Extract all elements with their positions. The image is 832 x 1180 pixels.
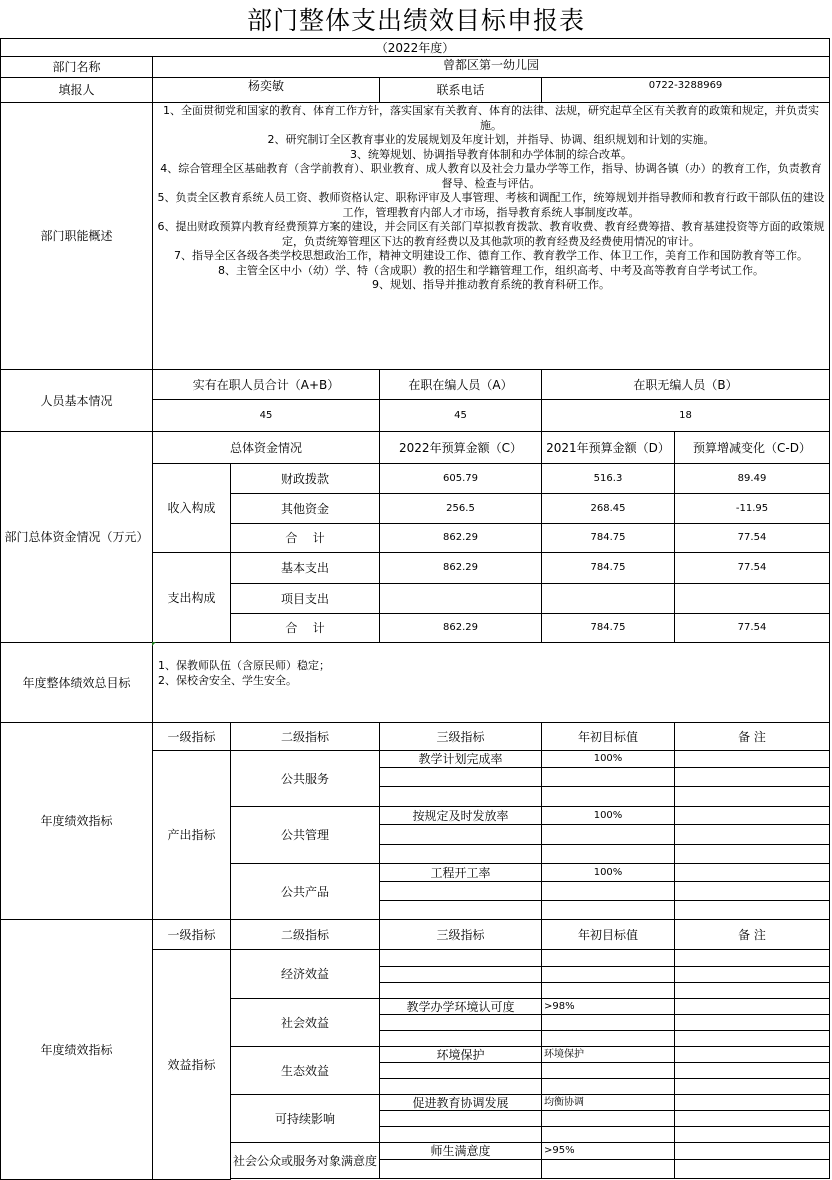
kpi-level3: 促进教育协调发展 [380,1095,542,1111]
kpi-level3 [380,787,542,807]
kpi-note [675,1047,830,1063]
kpi-level3 [380,1063,542,1079]
kpi-target: 100% [542,864,675,882]
kpi-level2: 经济效益 [231,950,380,999]
kpi-note [675,807,830,825]
kpi-note [675,825,830,845]
kpi-level2: 社会效益 [231,999,380,1047]
kpi-level3: 工程开工率 [380,864,542,882]
kpi-note [675,787,830,807]
kpi-level3: 按规定及时发放率 [380,807,542,825]
kpi-note [675,950,830,967]
kpi-level2: 公共服务 [231,751,380,807]
kpi-level3: 师生满意度 [380,1143,542,1160]
kpi-target [542,1015,675,1031]
kpi-header: 备 注 [675,723,830,751]
kpi-note [675,1015,830,1031]
duty-item: 8、主管全区中小（幼）学、特（含成职）教的招生和学籍管理工作，组织高考、中考及高等教育自学考试工作。 [218,263,764,277]
kpi-note [675,1063,830,1079]
filler-label: 填报人 [0,78,153,103]
kpi-target [542,1031,675,1047]
kpi-target [542,901,675,920]
kpi-block-label: 年度绩效指标 [0,723,153,920]
fund-change-value [675,584,830,614]
kpi-level3 [380,1160,542,1179]
kpi-target [542,768,675,787]
goal-text [153,643,830,723]
kpi-target [542,825,675,845]
dept-name-label: 部门名称 [0,57,153,78]
fund-row-name: 财政拨款 [231,464,380,494]
kpi-note [675,864,830,882]
duty-item: 1、全面贯彻党和国家的教育、体育工作方针，落实国家有关教育、体育的法律、法规，研究起草全区有关教育的政策和规定，并负责实施。 [163,104,819,132]
fund-2022-value: 256.5 [380,494,542,524]
funds-header: 总体资金情况 [153,432,380,464]
kpi-level3: 环境保护 [380,1047,542,1063]
kpi-target [542,983,675,999]
kpi-target [542,950,675,967]
kpi-target [542,845,675,864]
kpi-target [542,787,675,807]
staff-value: 45 [153,400,380,432]
kpi-note [675,1143,830,1160]
duty-item: 9、规划、指导并推动教育系统的教育科研工作。 [372,278,610,291]
report-title: 部门整体支出绩效目标申报表 [246,6,585,35]
kpi-level2: 公共管理 [231,807,380,864]
kpi-target: 100% [542,807,675,825]
kpi-level3 [380,1079,542,1095]
kpi-target: 环境保护 [542,1047,675,1063]
fund-2021-value: 268.45 [542,494,675,524]
kpi-note [675,768,830,787]
kpi-note [675,999,830,1015]
duty-item: 6、提出财政预算内教育经费预算方案的建设，并会同区有关部门草拟教育拨款、教育收费、教育经费筹措、教育基建投资等方面的政策规定，负责统筹管理区下达的教育经费以及其他款项的教育经费及经费使用情况的审计。 [157,220,825,248]
kpi-target [542,1063,675,1079]
fund-change-value: -11.95 [675,494,830,524]
kpi-header: 三级指标 [380,723,542,751]
duty-item: 5、负责全区教育系统人员工资、教师资格认定、职称评审及人事管理、考核和调配工作，统筹规划并指导教师和教育行政干部队伍的建设工作，管理教育内部人才市场，指导教育系统人事制度改革。 [157,191,825,219]
funds-header: 2022年预算金额（C） [380,432,542,464]
funds-header: 预算增减变化（C-D） [675,432,830,464]
kpi-note [675,1095,830,1111]
funds-label: 部门总体资金情况（万元） [0,432,153,643]
kpi-note [675,1111,830,1127]
duty-item: 2、研究制订全区教育事业的发展规划及年度计划，并指导、协调、组织规划和计划的实施。 [267,133,715,146]
kpi-level3 [380,1015,542,1031]
fund-2022-value: 862.29 [380,524,542,553]
kpi-target: >95% [542,1143,675,1160]
staff-header: 实有在职人员合计（A+B） [153,370,380,400]
kpi-level3 [380,1111,542,1127]
goal-label: 年度整体绩效总目标 [0,643,153,723]
phone-value: 0722-3288969 [542,78,830,103]
kpi-note [675,882,830,901]
kpi-note [675,845,830,864]
dept-name-value: 曾都区第一幼儿园 [153,57,830,78]
fund-row-name: 其他资金 [231,494,380,524]
kpi-level3 [380,901,542,920]
kpi-target [542,967,675,983]
fund-2022-value: 862.29 [380,553,542,584]
fund-change-value: 77.54 [675,524,830,553]
staff-header: 在职无编人员（B） [542,370,830,400]
fund-row-name: 合 计 [231,524,380,553]
fund-change-value: 77.54 [675,553,830,584]
kpi-target [542,1079,675,1095]
expense-label: 支出构成 [153,553,231,643]
kpi-target [542,882,675,901]
kpi-header: 二级指标 [231,723,380,751]
cell-comment-marker [152,642,156,646]
year-label: （2022年度） [0,38,830,57]
duty-item: 3、统筹规划、协调指导教育体制和办学体制的综合改革。 [350,147,632,161]
kpi-level3 [380,950,542,967]
goal-line: 2、保校舍安全、学生安全。 [158,674,297,687]
fund-change-value: 89.49 [675,464,830,494]
kpi-header: 一级指标 [153,723,231,751]
staff-value: 18 [542,400,830,432]
income-label: 收入构成 [153,464,231,553]
kpi-header: 年初目标值 [542,723,675,751]
kpi-level3 [380,845,542,864]
duties-label: 部门职能概述 [0,103,153,370]
kpi-level3 [380,1031,542,1047]
fund-2021-value: 784.75 [542,614,675,643]
kpi-header: 年初目标值 [542,920,675,950]
kpi-level3 [380,882,542,901]
kpi-note [675,1127,830,1143]
kpi-level3 [380,825,542,845]
funds-header: 2021年预算金额（D） [542,432,675,464]
fund-2021-value: 516.3 [542,464,675,494]
goal-line: 1、保教师队伍（含原民师）稳定； [158,659,330,672]
kpi-level3 [380,983,542,999]
fund-2022-value: 605.79 [380,464,542,494]
kpi-level3 [380,1127,542,1143]
kpi-note [675,1031,830,1047]
kpi-header: 一级指标 [153,920,231,950]
staff-value: 45 [380,400,542,432]
duty-item: 4、综合管理全区基础教育（含学前教育）、职业教育、成人教育以及社会力量办学等工作，指导、协调各镇（办）的教育工作，负责教育督导、检查与评估。 [160,162,822,190]
kpi-level3: 教学计划完成率 [380,751,542,768]
kpi-level2: 可持续影响 [231,1095,380,1143]
fund-row-name: 基本支出 [231,553,380,584]
fund-2022-value [380,584,542,614]
kpi-header: 三级指标 [380,920,542,950]
kpi-header: 二级指标 [231,920,380,950]
kpi-level2: 公共产品 [231,864,380,920]
kpi-level1: 效益指标 [153,950,231,1180]
kpi-level2: 社会公众或服务对象满意度 [231,1143,380,1179]
staff-label: 人员基本情况 [0,370,153,432]
kpi-target: >98% [542,999,675,1015]
fund-change-value: 77.54 [675,614,830,643]
staff-header: 在职在编人员（A） [380,370,542,400]
kpi-note [675,983,830,999]
kpi-level3: 教学办学环境认可度 [380,999,542,1015]
kpi-block-label: 年度绩效指标 [0,920,153,1180]
kpi-target [542,1111,675,1127]
fund-row-name: 项目支出 [231,584,380,614]
kpi-level2: 生态效益 [231,1047,380,1095]
fund-2021-value: 784.75 [542,524,675,553]
kpi-target: 均衡协调 [542,1095,675,1111]
filler-value: 杨奕敏 [153,78,380,103]
fund-2021-value: 784.75 [542,553,675,584]
fund-2022-value: 862.29 [380,614,542,643]
phone-label: 联系电话 [380,78,542,103]
kpi-level1: 产出指标 [153,751,231,920]
kpi-target [542,1160,675,1179]
kpi-header: 备 注 [675,920,830,950]
duties-text [153,103,830,370]
kpi-level3 [380,768,542,787]
kpi-note [675,967,830,983]
kpi-note [675,1079,830,1095]
fund-2021-value [542,584,675,614]
kpi-target: 100% [542,751,675,768]
kpi-note [675,751,830,768]
fund-row-name: 合 计 [231,614,380,643]
kpi-target [542,1127,675,1143]
kpi-note [675,901,830,920]
kpi-level3 [380,967,542,983]
duty-item: 7、指导全区各级各类学校思想政治工作，精神文明建设工作、德育工作、教育教学工作、体卫工作，美育工作和国防教育等工作。 [174,249,808,262]
kpi-note [675,1160,830,1179]
